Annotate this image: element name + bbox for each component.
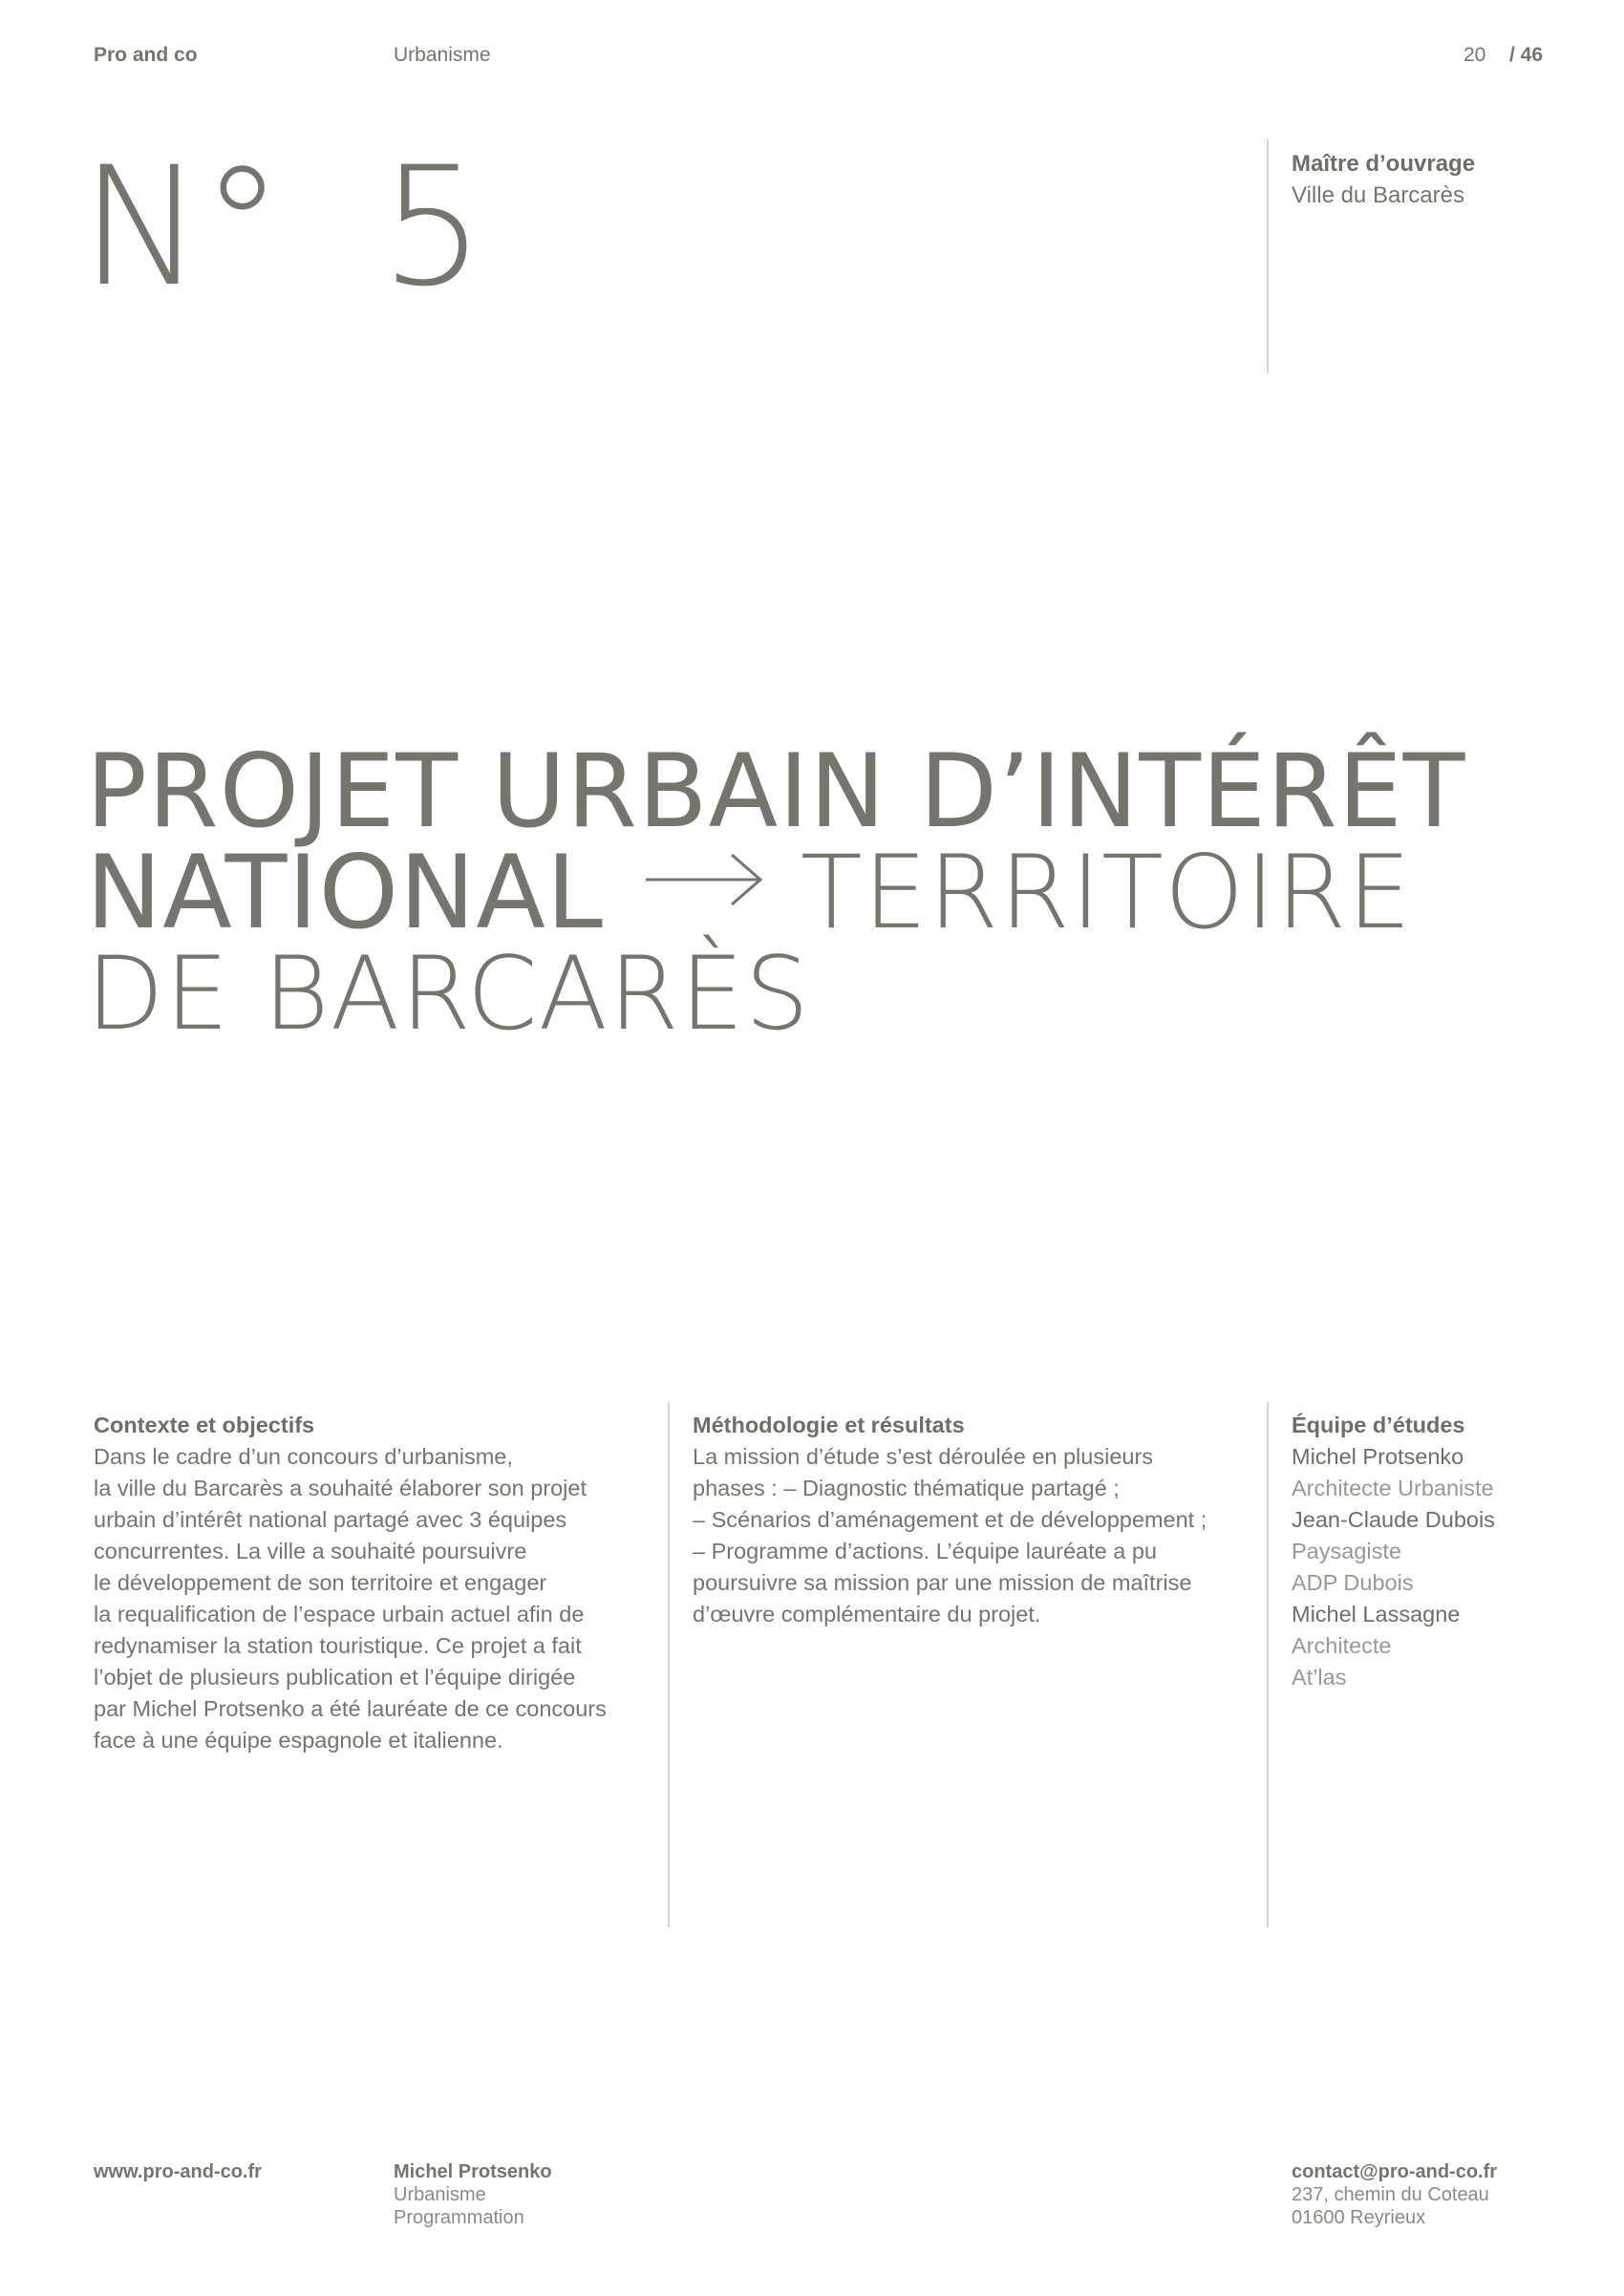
- divider-column-3: [1267, 1402, 1269, 1927]
- divider-column-2: [668, 1402, 670, 1927]
- method-line: poursuivre sa mission par une mission de maîtrise: [693, 1570, 1192, 1595]
- method-heading: Méthodologie et résultats: [693, 1413, 965, 1437]
- context-heading: Contexte et objectifs: [94, 1413, 315, 1437]
- team-member-name: Jean-Claude Dubois: [1292, 1507, 1495, 1532]
- team-member-name: Michel Protsenko: [1292, 1444, 1464, 1469]
- context-line: concurrentes. La ville a souhaité poursuivre: [94, 1539, 527, 1563]
- section-name: Urbanisme: [394, 44, 491, 66]
- method-line: phases : – Diagnostic thématique partagé ;: [693, 1476, 1120, 1500]
- context-line: le développement de son territoire et engager: [94, 1570, 547, 1595]
- method-line: La mission d’étude s’est déroulée en plusieurs: [693, 1444, 1154, 1469]
- footer-person-block: [394, 2160, 552, 2229]
- method-line: d’œuvre complémentaire du projet.: [693, 1602, 1041, 1626]
- project-title: [86, 733, 1538, 1052]
- footer-address-line: 237, chemin du Coteau: [1292, 2184, 1489, 2205]
- footer-person-role: Urbanisme: [394, 2184, 486, 2205]
- title-line-2-main: NATIONAL: [86, 834, 604, 951]
- footer-contact-block: [1292, 2160, 1497, 2229]
- page-current: 20: [1464, 44, 1486, 66]
- footer-person-role: Programmation: [394, 2207, 524, 2228]
- footer-address-line: 01600 Reyrieux: [1292, 2207, 1426, 2228]
- project-number-label: N°: [80, 131, 282, 323]
- context-line: urbain d’intérêt national partagé avec 3 équipes: [94, 1507, 567, 1532]
- team-member-role: Paysagiste: [1292, 1539, 1401, 1563]
- footer-website-link[interactable]: www.pro-and-co.fr: [94, 2161, 262, 2182]
- context-line: redynamiser la station touristique. Ce projet a fait: [94, 1633, 582, 1658]
- divider-client: [1267, 139, 1269, 373]
- context-line: par Michel Protsenko a été lauréate de ce concours: [94, 1696, 607, 1721]
- method-line: – Scénarios d’aménagement et de développement ;: [693, 1507, 1207, 1532]
- context-line: Dans le cadre d’un concours d’urbanisme,: [94, 1444, 513, 1469]
- client-value: Ville du Barcarès: [1292, 182, 1464, 208]
- team-member-role: Architecte: [1292, 1633, 1392, 1658]
- brand-name: Pro and co: [94, 44, 198, 66]
- method-line: – Programme d’actions. L’équipe lauréate a pu: [693, 1539, 1157, 1563]
- context-line: l’objet de plusieurs publication et l’équipe dirigée: [94, 1665, 576, 1690]
- footer-person-name: Michel Protsenko: [394, 2161, 552, 2182]
- title-line-1: PROJET URBAIN D’INTÉRÊT: [86, 733, 1466, 850]
- context-line: la requalification de l’espace urbain actuel afin de: [94, 1602, 585, 1626]
- team-member-company: ADP Dubois: [1292, 1570, 1414, 1595]
- team-member-name: Michel Lassagne: [1292, 1602, 1461, 1626]
- context-section: [94, 1410, 648, 1756]
- footer-email-link[interactable]: contact@pro-and-co.fr: [1292, 2161, 1498, 2182]
- title-line-3: DE BARCARÈS: [86, 935, 811, 1052]
- title-line-2-light: TERRITOIRE: [800, 834, 1413, 951]
- team-heading: Équipe d’études: [1292, 1413, 1465, 1437]
- method-section: [693, 1410, 1256, 1630]
- team-member-company: At’las: [1292, 1665, 1347, 1690]
- context-line: la ville du Barcarès a souhaité élaborer son projet: [94, 1476, 587, 1500]
- client-block: [1292, 148, 1475, 211]
- team-section: [1292, 1410, 1597, 1693]
- context-line: face à une équipe espagnole et italienne.: [94, 1728, 503, 1753]
- page-total: / 46: [1509, 44, 1544, 66]
- team-member-role: Architecte Urbaniste: [1292, 1476, 1494, 1500]
- project-number-value: 5: [380, 131, 485, 323]
- client-label: Maître d’ouvrage: [1292, 151, 1476, 177]
- arrow-right-icon: [646, 851, 764, 908]
